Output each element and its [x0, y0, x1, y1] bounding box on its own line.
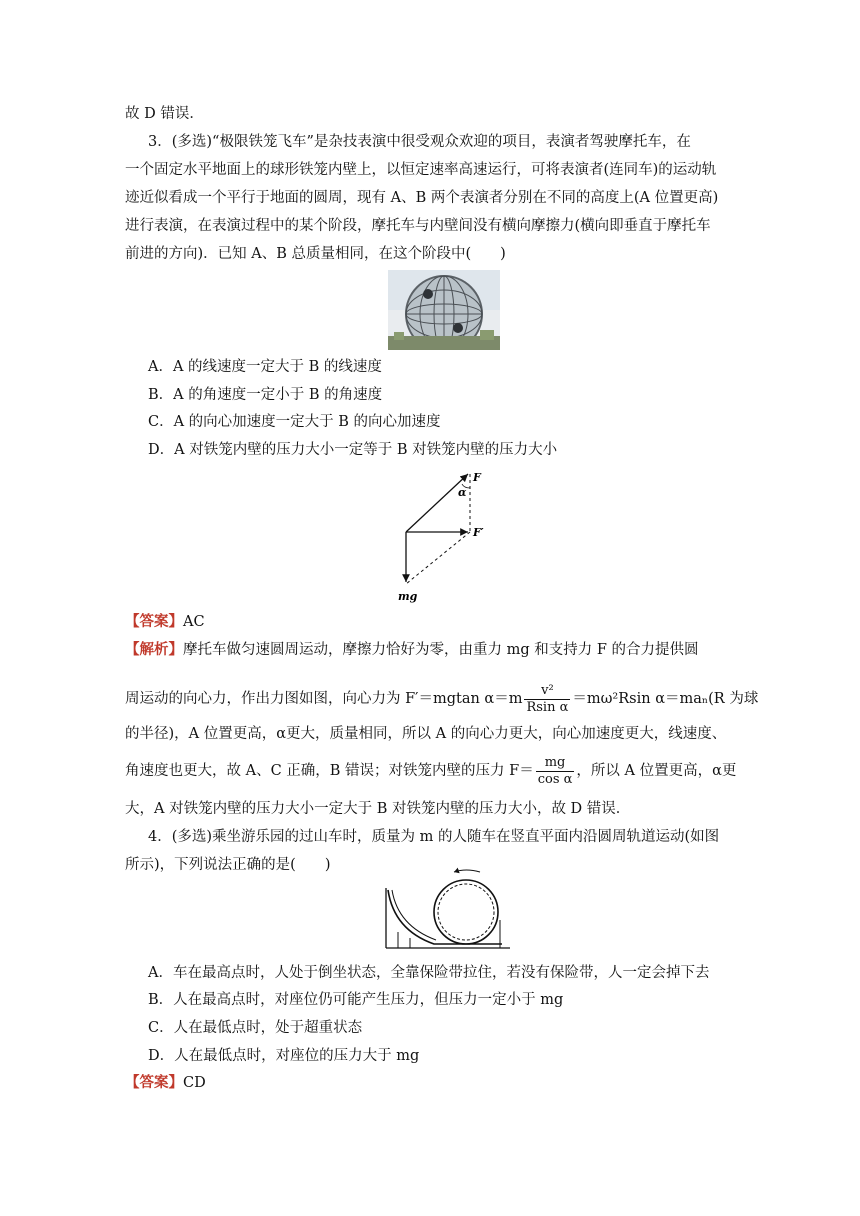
iron-cage-photo [388, 270, 500, 350]
previous-answer-tail: 故 D 错误． [125, 106, 204, 122]
fraction-mg-over-cos: $\frac{mg}{\text{cos α}}$ [537, 754, 573, 787]
q3-stem-line-4: 进行表演，在表演过程中的某个阶段，摩托车与内壁间没有横向摩擦力(横向即垂直于摩托车 [125, 218, 711, 234]
q3-analysis-line-1: 【解析】摩托车做匀速圆周运动，摩擦力恰好为零，由重力 mg 和支持力 F 的合力提供圆 [125, 641, 699, 658]
q4-option-d: D．人在最低点时，对座位的压力大于 mg [148, 1048, 420, 1064]
q3-stem-line-2: 一个固定水平地面上的球形铁笼内壁上，以恒定速率高速运行，可将表演者(连同车)的运动轨 [125, 162, 717, 178]
label-mg: mg [398, 590, 418, 603]
q3-option-a: A．A 的线速度一定大于 B 的线速度 [148, 359, 382, 375]
direction-arrow [454, 870, 480, 872]
q3-analysis-line-3: 的半径)，A 位置更高，α更大，质量相同，所以 A 的向心力更大，向心加速度更大，线速度、 [125, 726, 727, 742]
q3-stem-line-3: 迹近似看成一个平行于地面的圆周，现有 A、B 两个表演者分别在不同的高度上(A 位置更高) [125, 190, 719, 206]
label-alpha: α [458, 486, 467, 499]
q4-option-a: A．车在最高点时，人处于倒坐状态，全靠保险带拉住，若没有保险带，人一定会掉下去 [148, 965, 710, 981]
force-diagram [392, 466, 502, 606]
answer-value: AC [183, 614, 205, 630]
answer-tag: 【答案】 [125, 613, 183, 630]
q4-option-c: C．人在最低点时，处于超重状态 [148, 1020, 363, 1036]
q4-option-b: B．人在最高点时，对座位仍可能产生压力，但压力一定小于 mg [148, 992, 564, 1008]
q3-option-b: B．A 的角速度一定小于 B 的角速度 [148, 387, 383, 403]
q3-stem-line-5: 前进的方向)．已知 A、B 总质量相同，在这个阶段中( ) [125, 246, 506, 262]
q3-analysis-line-5: 大，A 对铁笼内壁的压力大小一定大于 B 对铁笼内壁的压力大小，故 D 错误． [125, 801, 631, 817]
q4-stem-line-2: 所示)，下列说法正确的是( ) [125, 857, 331, 873]
q4-answer [125, 1073, 206, 1093]
label-f-prime: F′ [473, 526, 484, 539]
q3-analysis-line-4: 角速度也更大，故 A、C 正确，B 错误；对铁笼内壁的压力 F＝ $\frac{mg}{\text{cos α}}$ ，所以 A 位置更高，α更 [125, 754, 737, 787]
answer-tag: 【答案】 [125, 1074, 183, 1091]
answer-value: CD [183, 1075, 206, 1091]
q3-option-c: C．A 的向心加速度一定大于 B 的向心加速度 [148, 414, 441, 430]
q3-analysis-line-2: 周运动的向心力，作出力图如图，向心力为 F′＝mgtan α＝m $\frac{\text{v²}}{\text{Rsin α}}$ ＝mω²Rsin α＝maₙ(R 为球 [125, 682, 759, 715]
analysis-tag: 【解析】 [125, 641, 183, 658]
q3-option-d: D．A 对铁笼内壁的压力大小一定等于 B 对铁笼内壁的压力大小 [148, 442, 558, 458]
support-force-arrow [406, 474, 468, 532]
roller-coaster-figure [384, 860, 512, 952]
fraction-v2-over-rsin: $\frac{\text{v²}}{\text{Rsin α}}$ [526, 682, 569, 715]
q3-answer [125, 612, 205, 632]
q4-stem-line-1: 4．(多选)乘坐游乐园的过山车时，质量为 m 的人随车在竖直平面内沿圆周轨道运动(如图 [148, 829, 720, 845]
label-f: F [473, 471, 481, 484]
q3-stem-line-1: 3．(多选)“极限铁笼飞车”是杂技表演中很受观众欢迎的项目，表演者驾驶摩托车，在 [148, 134, 691, 150]
